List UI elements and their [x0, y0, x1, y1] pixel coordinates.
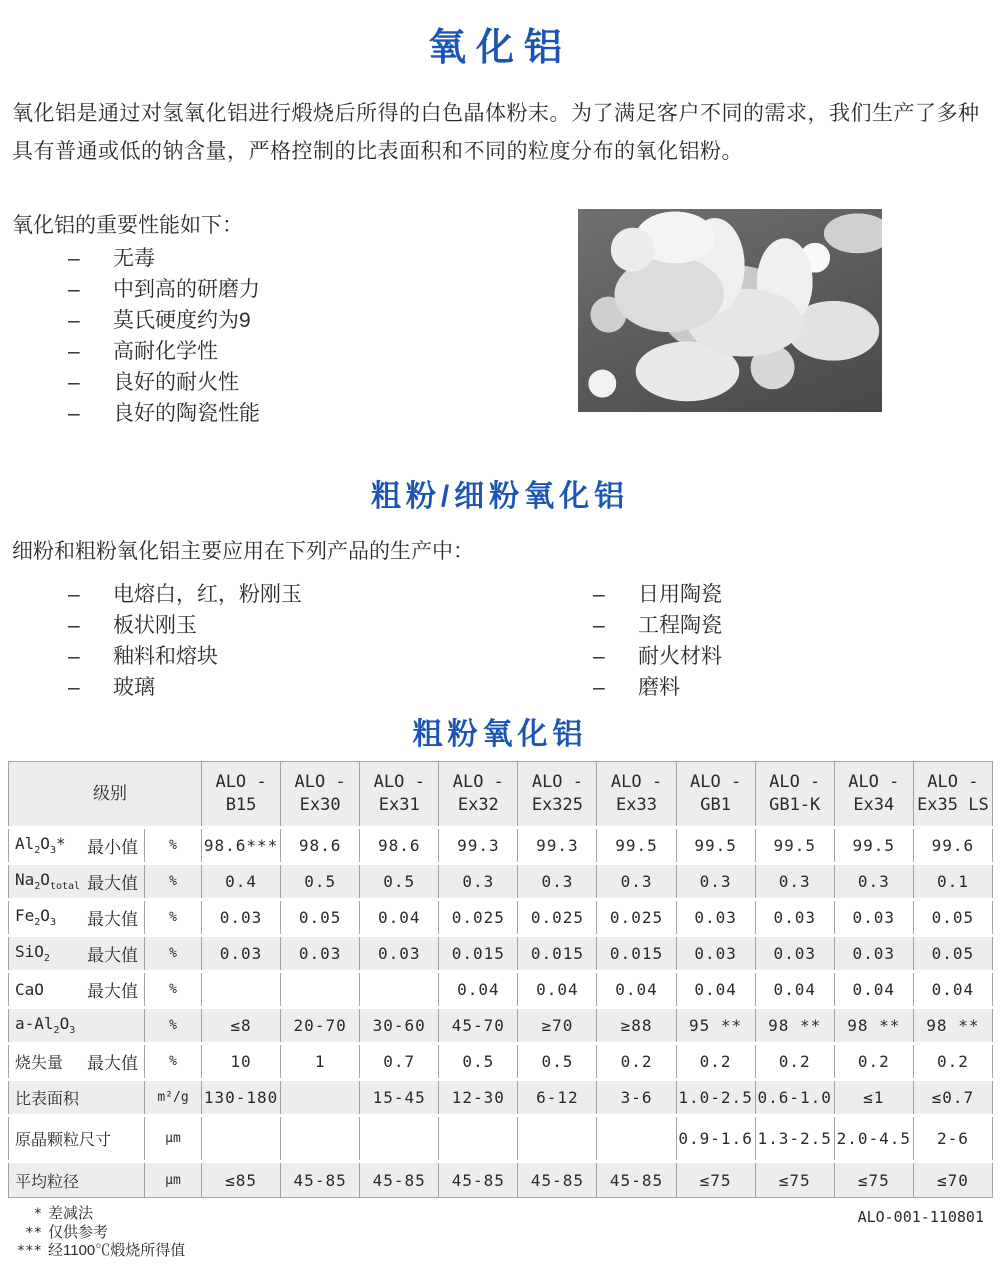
value-cell: 99.3	[439, 828, 518, 864]
chemical-formula: $Fe_2O_3$	[15, 906, 56, 929]
table-row	[9, 900, 993, 936]
value-cell: 98.6	[360, 828, 439, 864]
list-item	[68, 610, 528, 641]
row-label-inner	[15, 905, 138, 930]
value-cell	[202, 972, 281, 1008]
column-header-grade: B15	[225, 795, 257, 815]
applications-list-left	[68, 579, 528, 703]
column-header	[518, 762, 597, 828]
value-cell: 1.0-2.5	[676, 1080, 755, 1116]
applications-column-right	[528, 575, 992, 703]
value-cell: 45-85	[281, 1162, 360, 1198]
applications-heading: 细粉和粗粉氧化铝主要应用在下列产品的生产中：	[12, 540, 474, 563]
value-cell: 0.015	[597, 936, 676, 972]
footnotes	[8, 1205, 992, 1261]
value-cell: 0.03	[676, 900, 755, 936]
unit-cell: μm	[145, 1116, 202, 1162]
limit-qualifier: 最大值	[87, 910, 138, 929]
list-item-label: 良好的陶瓷性能	[113, 402, 260, 425]
value-cell: 98 **	[755, 1008, 834, 1044]
column-header	[439, 762, 518, 828]
value-cell: 0.04	[518, 972, 597, 1008]
value-cell	[281, 972, 360, 1008]
column-header	[281, 762, 360, 828]
value-cell: 0.03	[755, 936, 834, 972]
value-cell: 0.03	[755, 900, 834, 936]
value-cell: 0.2	[834, 1044, 913, 1080]
value-cell: 45-85	[360, 1162, 439, 1198]
section-title-coarse-fine: 粗粉/细粉氧化铝	[370, 480, 630, 513]
value-cell: 0.015	[439, 936, 518, 972]
value-cell: 0.6-1.0	[755, 1080, 834, 1116]
limit-qualifier: 最大值	[87, 982, 138, 1001]
column-header	[755, 762, 834, 828]
grade-header-cell: 级别	[9, 762, 202, 828]
value-cell: 0.5	[439, 1044, 518, 1080]
list-item-label: 无毒	[113, 247, 155, 270]
footnote-text: 经1100℃煅烧所得值	[48, 1242, 186, 1259]
value-cell: 0.03	[202, 936, 281, 972]
alumina-sem-photo	[578, 209, 882, 412]
value-cell: 0.2	[676, 1044, 755, 1080]
value-cell: 0.2	[755, 1044, 834, 1080]
value-cell: 0.3	[755, 864, 834, 900]
column-header	[360, 762, 439, 828]
value-cell: 0.04	[834, 972, 913, 1008]
dash-bullet: –	[68, 278, 80, 301]
row-label	[9, 1044, 145, 1080]
list-item-label: 高耐化学性	[113, 340, 218, 363]
column-header-prefix: ALO -	[373, 772, 425, 792]
value-cell	[360, 972, 439, 1008]
limit-qualifier: 最大值	[87, 874, 138, 893]
footnote-text: 差减法	[48, 1205, 94, 1222]
value-cell: 0.05	[913, 936, 992, 972]
table-row	[9, 1162, 993, 1198]
list-item	[68, 398, 578, 429]
unit-cell: %	[145, 864, 202, 900]
value-cell: 15-45	[360, 1080, 439, 1116]
value-cell: ≤75	[834, 1162, 913, 1198]
value-cell: 0.03	[360, 936, 439, 972]
row-label	[9, 828, 145, 864]
column-header-prefix: ALO -	[848, 772, 900, 792]
value-cell: 0.4	[202, 864, 281, 900]
column-header-grade: Ex32	[457, 795, 499, 815]
applications-section	[8, 575, 992, 703]
table-row	[9, 936, 993, 972]
column-header-prefix: ALO -	[769, 772, 821, 792]
column-header-grade: GB1	[700, 795, 731, 815]
page-title: 氧化铝	[427, 27, 572, 69]
value-cell: 0.03	[202, 900, 281, 936]
doc-code: ALO-001-110801	[857, 1208, 984, 1226]
value-cell: 45-70	[439, 1008, 518, 1044]
dash-bullet: –	[68, 309, 80, 332]
dash-bullet: –	[593, 583, 605, 606]
chemical-formula: 平均粒径	[15, 1171, 80, 1191]
value-cell	[518, 1116, 597, 1162]
row-label-inner	[15, 941, 138, 966]
value-cell	[439, 1116, 518, 1162]
list-item	[68, 336, 578, 367]
list-item	[68, 243, 578, 274]
value-cell	[281, 1080, 360, 1116]
footnote	[8, 1242, 992, 1261]
list-item-label: 工程陶瓷	[638, 614, 722, 637]
value-cell: 98.6***	[202, 828, 281, 864]
value-cell: 0.015	[518, 936, 597, 972]
value-cell: 1.3-2.5	[755, 1116, 834, 1162]
value-cell: 0.5	[518, 1044, 597, 1080]
column-header-grade: Ex34	[853, 795, 895, 815]
value-cell: 2.0-4.5	[834, 1116, 913, 1162]
value-cell: 6-12	[518, 1080, 597, 1116]
list-item-label: 釉料和熔块	[113, 645, 218, 668]
dash-bullet: –	[593, 645, 605, 668]
limit-qualifier: 最小值	[87, 838, 138, 857]
spec-table-body	[9, 762, 993, 1198]
value-cell: 0.7	[360, 1044, 439, 1080]
unit-cell: %	[145, 972, 202, 1008]
table-row	[9, 1116, 993, 1162]
column-header-prefix: ALO -	[294, 772, 346, 792]
list-item	[68, 305, 578, 336]
value-cell: 0.5	[281, 864, 360, 900]
value-cell: 0.04	[676, 972, 755, 1008]
value-cell: 0.05	[281, 900, 360, 936]
list-item	[593, 579, 992, 610]
value-cell: 98 **	[834, 1008, 913, 1044]
list-item-label: 板状刚玉	[113, 614, 197, 637]
dash-bullet: –	[593, 676, 605, 699]
value-cell: 99.3	[518, 828, 597, 864]
unit-cell: %	[145, 1044, 202, 1080]
dash-bullet: –	[68, 247, 80, 270]
limit-qualifier: 最大值	[87, 1054, 138, 1073]
value-cell: ≤75	[755, 1162, 834, 1198]
value-cell: ≤85	[202, 1162, 281, 1198]
list-item	[68, 672, 528, 703]
value-cell: 0.04	[913, 972, 992, 1008]
row-label	[9, 936, 145, 972]
row-label	[9, 1080, 145, 1116]
row-label	[9, 864, 145, 900]
dash-bullet: –	[68, 583, 80, 606]
limit-qualifier: 最大值	[87, 946, 138, 965]
value-cell: 0.3	[439, 864, 518, 900]
list-item-label: 莫氏硬度约为9	[113, 309, 251, 332]
value-cell: 45-85	[439, 1162, 518, 1198]
column-header-grade: Ex31	[378, 795, 420, 815]
value-cell: 0.05	[913, 900, 992, 936]
value-cell: 0.3	[834, 864, 913, 900]
list-item-label: 耐火材料	[638, 645, 722, 668]
value-cell: 20-70	[281, 1008, 360, 1044]
value-cell: 0.03	[281, 936, 360, 972]
value-cell: 95 **	[676, 1008, 755, 1044]
column-header	[913, 762, 992, 828]
row-label	[9, 900, 145, 936]
chemical-formula: $Al_2O_3*$	[15, 834, 66, 857]
spec-table	[8, 761, 993, 1198]
value-cell	[202, 1116, 281, 1162]
value-cell: ≤75	[676, 1162, 755, 1198]
value-cell: 130-180	[202, 1080, 281, 1116]
value-cell: 10	[202, 1044, 281, 1080]
value-cell: 0.3	[518, 864, 597, 900]
chemical-formula: $a-Al_2O_3$	[15, 1014, 76, 1037]
chemical-formula: 原晶颗粒尺寸	[15, 1130, 112, 1149]
table-row	[9, 1044, 993, 1080]
row-label-inner	[15, 1169, 138, 1192]
dash-bullet: –	[68, 614, 80, 637]
value-cell: 0.025	[518, 900, 597, 936]
list-item	[68, 274, 578, 305]
column-header	[834, 762, 913, 828]
list-item	[68, 367, 578, 398]
dash-bullet: –	[68, 676, 80, 699]
list-item-label: 良好的耐火性	[113, 371, 239, 394]
footer	[8, 1205, 992, 1261]
row-label-inner	[15, 977, 138, 1002]
dash-bullet: –	[68, 402, 80, 425]
value-cell: 1	[281, 1044, 360, 1080]
value-cell: ≥70	[518, 1008, 597, 1044]
column-header-prefix: ALO -	[690, 772, 742, 792]
table-row	[9, 1080, 993, 1116]
unit-cell: %	[145, 936, 202, 972]
value-cell: 0.04	[439, 972, 518, 1008]
properties-section	[8, 209, 992, 429]
column-header-prefix: ALO -	[531, 772, 584, 792]
document-page	[0, 16, 1000, 1272]
value-cell	[281, 1116, 360, 1162]
column-header-grade: GB1-K	[769, 795, 821, 815]
value-cell: 0.03	[676, 936, 755, 972]
chemical-formula: CaO	[15, 980, 44, 999]
value-cell: 0.04	[360, 900, 439, 936]
column-header-prefix: ALO -	[452, 772, 504, 792]
row-label-inner	[15, 1127, 138, 1150]
table-row	[9, 864, 993, 900]
value-cell: 0.2	[913, 1044, 992, 1080]
chemical-formula: 烧失量	[15, 1053, 64, 1072]
value-cell: 99.5	[834, 828, 913, 864]
footnote-marker: ***	[16, 1243, 42, 1259]
list-item-label: 中到高的研磨力	[113, 278, 260, 301]
row-label	[9, 972, 145, 1008]
column-header-grade: Ex33	[616, 795, 657, 815]
value-cell: 0.04	[755, 972, 834, 1008]
value-cell: 0.3	[676, 864, 755, 900]
table-header-row	[9, 762, 993, 828]
list-item	[68, 579, 528, 610]
value-cell: 0.1	[913, 864, 992, 900]
value-cell: 99.5	[597, 828, 676, 864]
list-item	[593, 610, 992, 641]
footnote	[8, 1205, 992, 1224]
row-label-inner	[15, 1049, 138, 1074]
value-cell: ≥88	[597, 1008, 676, 1044]
column-header-grade: Ex30	[299, 795, 341, 815]
value-cell: 45-85	[597, 1162, 676, 1198]
column-header	[202, 762, 281, 828]
value-cell: 99.6	[913, 828, 992, 864]
row-label	[9, 1116, 145, 1162]
dash-bullet: –	[593, 614, 605, 637]
chemical-formula: 比表面积	[15, 1089, 80, 1108]
unit-cell: μm	[145, 1162, 202, 1198]
column-header-prefix: ALO -	[927, 772, 979, 792]
unit-cell: m²/g	[145, 1080, 202, 1116]
value-cell: ≤1	[834, 1080, 913, 1116]
properties-list	[68, 243, 578, 429]
list-item-label: 日用陶瓷	[638, 583, 722, 606]
dash-bullet: –	[68, 371, 80, 394]
value-cell: 45-85	[518, 1162, 597, 1198]
value-cell: 3-6	[597, 1080, 676, 1116]
table-row	[9, 972, 993, 1008]
value-cell: 0.3	[597, 864, 676, 900]
value-cell: 0.2	[597, 1044, 676, 1080]
value-cell: 2-6	[913, 1116, 992, 1162]
value-cell: 0.025	[439, 900, 518, 936]
list-item-label: 磨料	[638, 676, 680, 699]
column-header-grade: Ex325	[531, 795, 584, 815]
list-item-label: 玻璃	[113, 676, 155, 699]
footnote-text: 仅供参考	[48, 1223, 109, 1241]
value-cell: 98.6	[281, 828, 360, 864]
row-label-inner	[15, 1086, 138, 1109]
column-header-grade: Ex35 LS	[917, 795, 989, 815]
value-cell: 0.5	[360, 864, 439, 900]
unit-cell: %	[145, 900, 202, 936]
section-title-coarse: 粗粉氧化铝	[412, 718, 588, 751]
footnote-marker: *	[33, 1206, 42, 1222]
properties-block	[8, 209, 578, 429]
row-label-inner	[15, 833, 138, 858]
value-cell: 99.5	[755, 828, 834, 864]
value-cell	[360, 1116, 439, 1162]
intro-paragraph: 氧化铝是通过对氢氧化铝进行煅烧后所得的白色晶体粉末。为了满足客户不同的需求，我们生产了多种具有普通或低的钠含量，严格控制的比表面积和不同的粒度分布的氧化铝粉。	[12, 102, 980, 163]
value-cell: 99.5	[676, 828, 755, 864]
table-row	[9, 1008, 993, 1044]
chemical-formula: $Na_2O_{total}$	[15, 870, 81, 893]
applications-column-left	[8, 575, 528, 703]
list-item-label: 电熔白，红，粉刚玉	[113, 583, 302, 606]
value-cell: 0.025	[597, 900, 676, 936]
row-label-inner	[15, 869, 138, 894]
unit-cell: %	[145, 1008, 202, 1044]
value-cell: ≤8	[202, 1008, 281, 1044]
list-item	[593, 672, 992, 703]
value-cell: ≤0.7	[913, 1080, 992, 1116]
row-label-inner	[15, 1014, 138, 1036]
row-label	[9, 1008, 145, 1044]
column-header	[597, 762, 676, 828]
column-header	[676, 762, 755, 828]
properties-heading: 氧化铝的重要性能如下：	[12, 214, 243, 237]
table-row	[9, 828, 993, 864]
value-cell	[597, 1116, 676, 1162]
dash-bullet: –	[68, 645, 80, 668]
chemical-formula: SiO$_2$	[15, 942, 50, 965]
value-cell: 0.03	[834, 900, 913, 936]
unit-cell: %	[145, 828, 202, 864]
value-cell: 0.04	[597, 972, 676, 1008]
column-header-prefix: ALO -	[610, 772, 663, 792]
value-cell: 0.9-1.6	[676, 1116, 755, 1162]
value-cell: 98 **	[913, 1008, 992, 1044]
row-label	[9, 1162, 145, 1198]
footnote-marker: **	[25, 1224, 42, 1241]
value-cell: 0.03	[834, 936, 913, 972]
value-cell: 12-30	[439, 1080, 518, 1116]
dash-bullet: –	[68, 340, 80, 363]
footnote	[8, 1224, 992, 1243]
list-item	[593, 641, 992, 672]
value-cell: 30-60	[360, 1008, 439, 1044]
column-header-prefix: ALO -	[215, 772, 267, 792]
applications-list-right	[593, 579, 992, 703]
value-cell: ≤70	[913, 1162, 992, 1198]
list-item	[68, 641, 528, 672]
